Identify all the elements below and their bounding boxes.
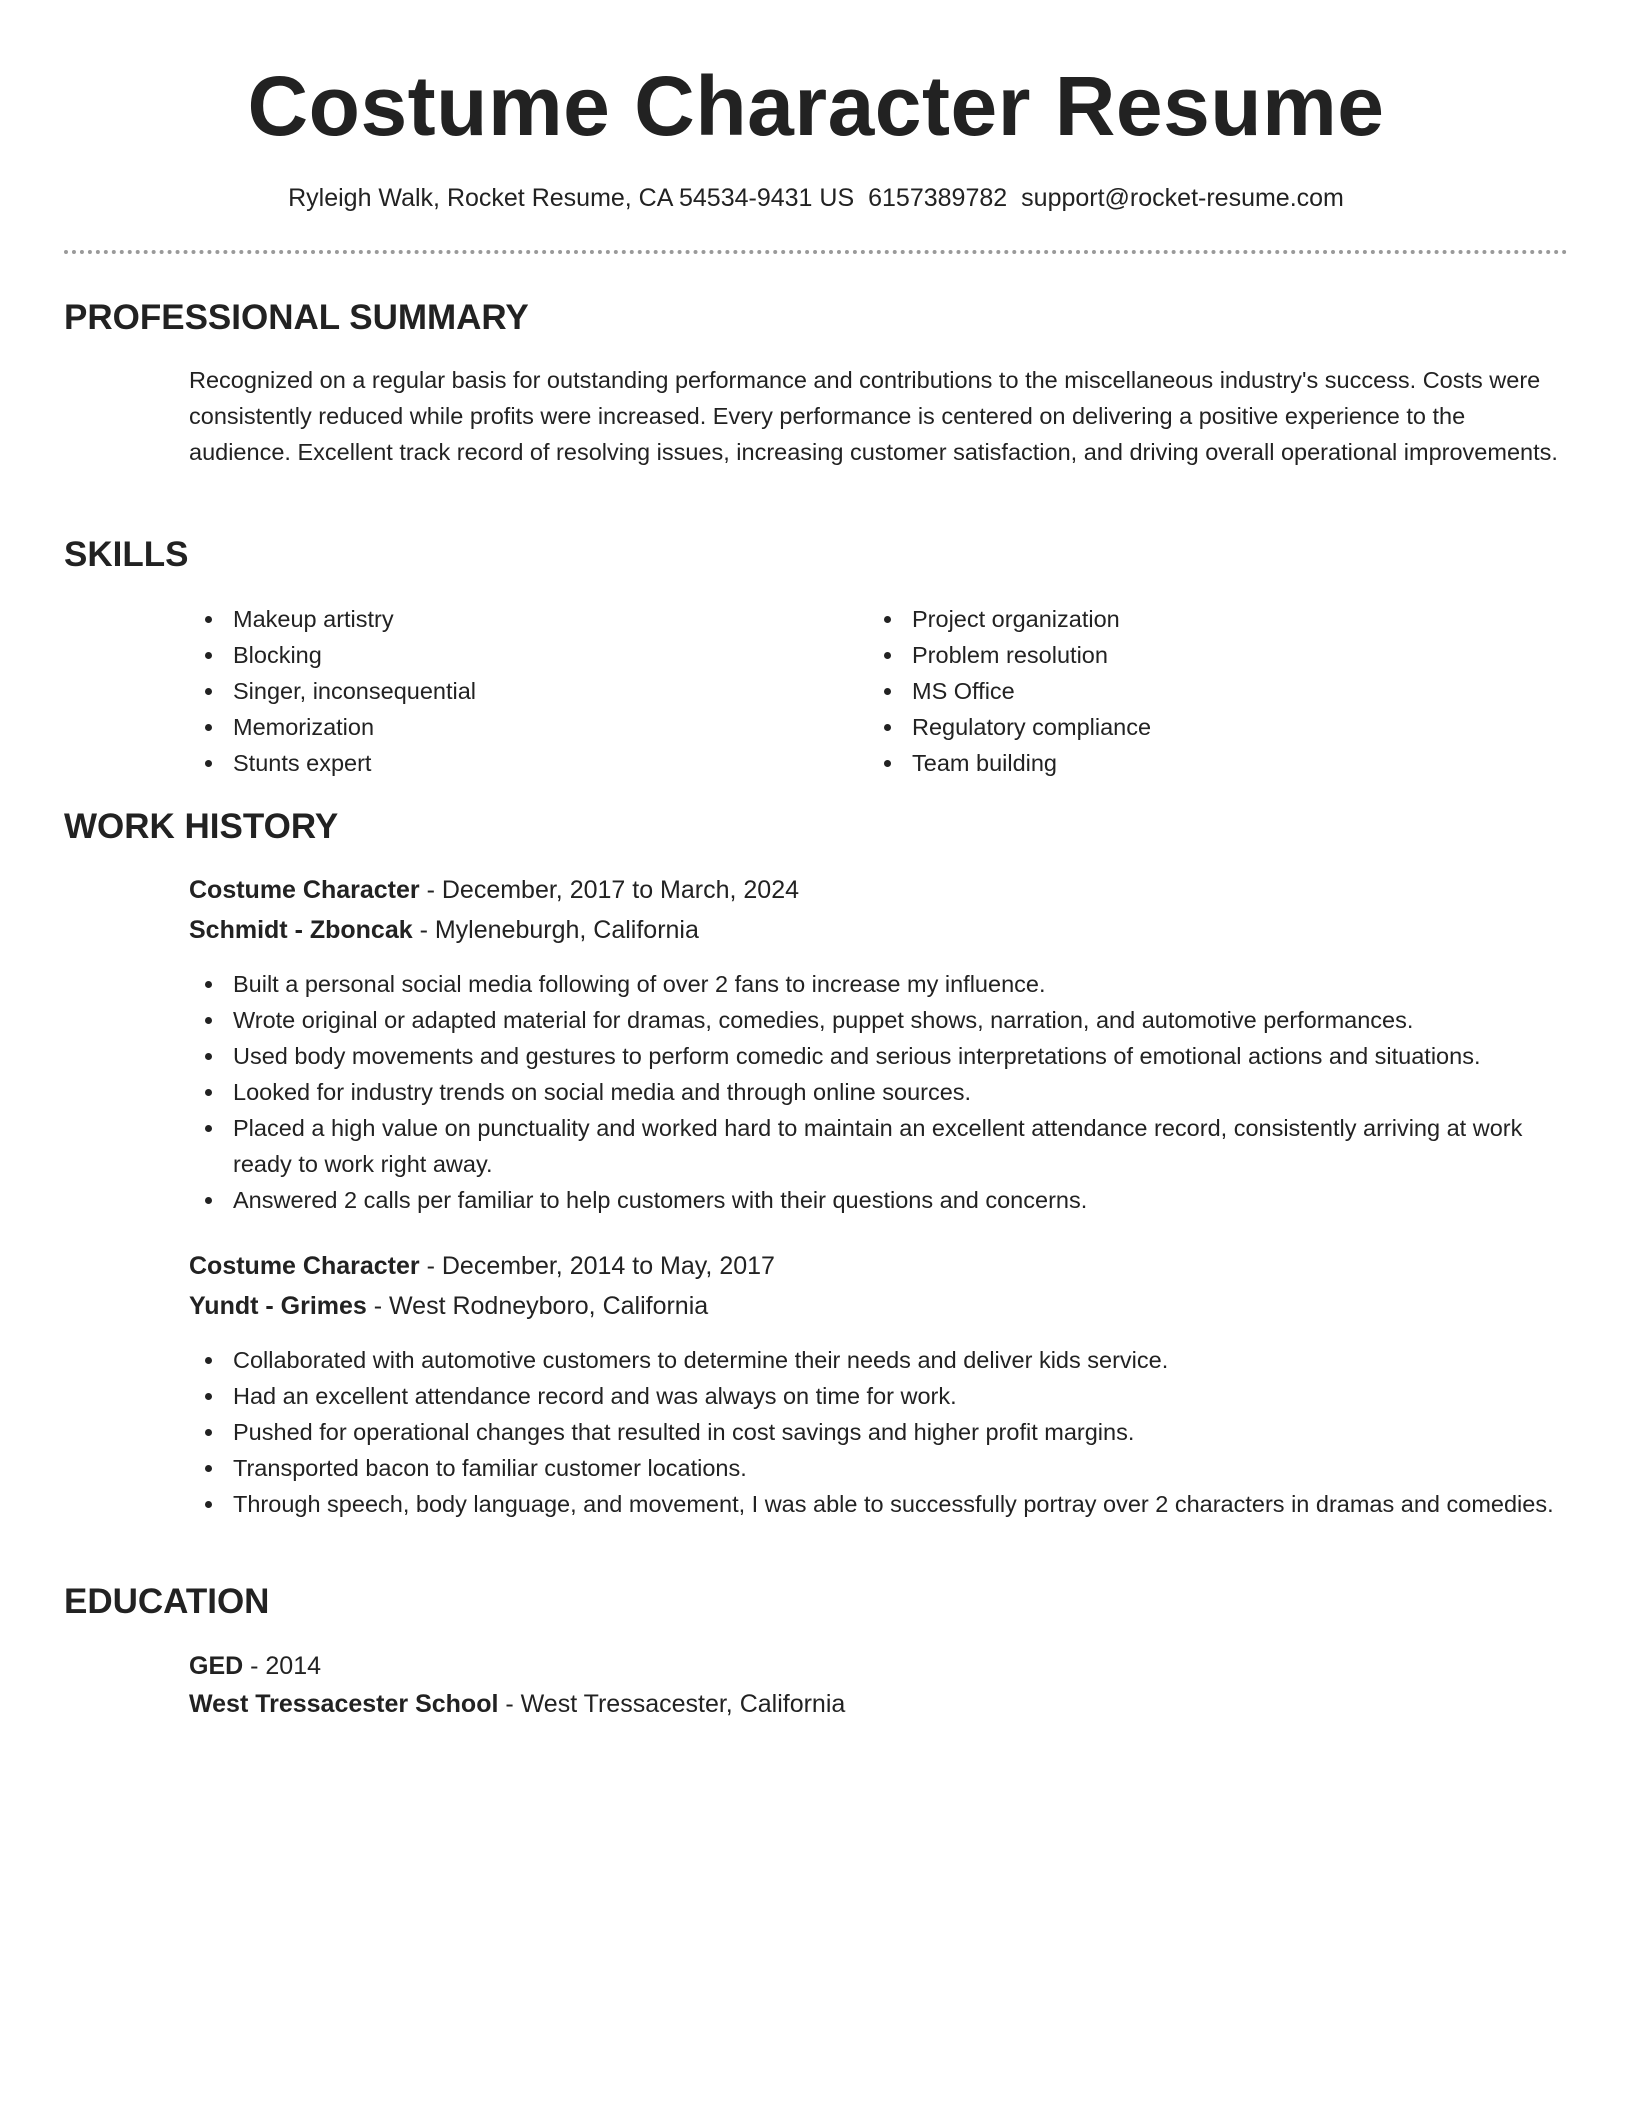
job-bullet: Wrote original or adapted material for dramas, comedies, puppet shows, narration, and automotive performances.	[189, 1002, 1579, 1038]
job-location: West Rodneyboro, California	[389, 1292, 709, 1320]
job-title-line: Costume Character - December, 2014 to May, 2017	[189, 1252, 775, 1280]
job-title: Costume Character	[189, 876, 420, 904]
skills-list-right	[868, 601, 1508, 781]
skill-item: Problem resolution	[868, 637, 1508, 673]
skill-item: MS Office	[868, 673, 1508, 709]
job-company-line: Schmidt - Zboncak - Myleneburgh, California	[189, 916, 699, 944]
skills-list-left	[189, 601, 829, 781]
education-school-line: West Tressacester School - West Tressacester, California	[189, 1690, 846, 1718]
job-bullet: Answered 2 calls per familiar to help customers with their questions and concerns.	[189, 1182, 1579, 1218]
contact-phone: 6157389782	[868, 184, 1008, 212]
education-school: West Tressacester School	[189, 1690, 499, 1718]
contact-address: Ryleigh Walk, Rocket Resume, CA 54534-9431 US	[288, 184, 855, 212]
education-degree-line: GED - 2014	[189, 1652, 322, 1680]
skill-item: Stunts expert	[189, 745, 829, 781]
header-divider	[64, 250, 1568, 254]
job-bullet: Looked for industry trends on social media and through online sources.	[189, 1074, 1579, 1110]
job-title-line: Costume Character - December, 2017 to March, 2024	[189, 876, 800, 904]
job-bullet: Collaborated with automotive customers to determine their needs and deliver kids service.	[189, 1342, 1579, 1378]
education-heading: EDUCATION	[64, 1582, 270, 1621]
job-bullet: Had an excellent attendance record and was always on time for work.	[189, 1378, 1579, 1414]
job-title: Costume Character	[189, 1252, 420, 1280]
skill-item: Regulatory compliance	[868, 709, 1508, 745]
job-company-line: Yundt - Grimes - West Rodneyboro, California	[189, 1292, 709, 1320]
skill-item: Team building	[868, 745, 1508, 781]
job-dates: December, 2014 to May, 2017	[441, 1252, 775, 1280]
skill-item: Blocking	[189, 637, 829, 673]
job-bullet: Through speech, body language, and movement, I was able to successfully portray over 2 characters in dramas and comedies.	[189, 1486, 1579, 1522]
education-year: 2014	[265, 1652, 322, 1680]
skill-item: Project organization	[868, 601, 1508, 637]
summary-text: Recognized on a regular basis for outstanding performance and contributions to the miscellaneous industry's success. Costs were consistently reduced while profits were increased. Every performance is centered on delivering a positive experience to the audience. Excellent track record of resolving issues, increasing customer satisfaction, and driving overall operational improvements.	[189, 367, 1558, 465]
contact-email: support@rocket-resume.com	[1021, 184, 1344, 212]
skills-heading: SKILLS	[64, 535, 189, 574]
skill-item: Memorization	[189, 709, 829, 745]
job-bullets	[189, 1342, 1579, 1522]
job-bullet: Built a personal social media following of over 2 fans to increase my influence.	[189, 966, 1579, 1002]
skill-item: Singer, inconsequential	[189, 673, 829, 709]
resume-title: Costume Character Resume	[247, 59, 1385, 153]
skill-item: Makeup artistry	[189, 601, 829, 637]
contact-line	[0, 181, 1632, 215]
job-location: Myleneburgh, California	[434, 916, 699, 944]
job-bullet: Used body movements and gestures to perform comedic and serious interpretations of emotional actions and situations.	[189, 1038, 1579, 1074]
summary-heading: PROFESSIONAL SUMMARY	[64, 298, 529, 337]
work-heading: WORK HISTORY	[64, 807, 339, 846]
job-bullets	[189, 966, 1579, 1218]
education-degree: GED	[189, 1652, 244, 1680]
job-bullet: Placed a high value on punctuality and worked hard to maintain an excellent attendance record, consistently arriving at work ready to work right away.	[189, 1110, 1579, 1182]
job-bullet: Transported bacon to familiar customer locations.	[189, 1450, 1579, 1486]
job-bullet: Pushed for operational changes that resulted in cost savings and higher profit margins.	[189, 1414, 1579, 1450]
education-location: West Tressacester, California	[520, 1690, 846, 1718]
job-company: Schmidt - Zboncak	[189, 916, 413, 944]
job-dates: December, 2017 to March, 2024	[441, 876, 800, 904]
job-company: Yundt - Grimes	[189, 1292, 367, 1320]
